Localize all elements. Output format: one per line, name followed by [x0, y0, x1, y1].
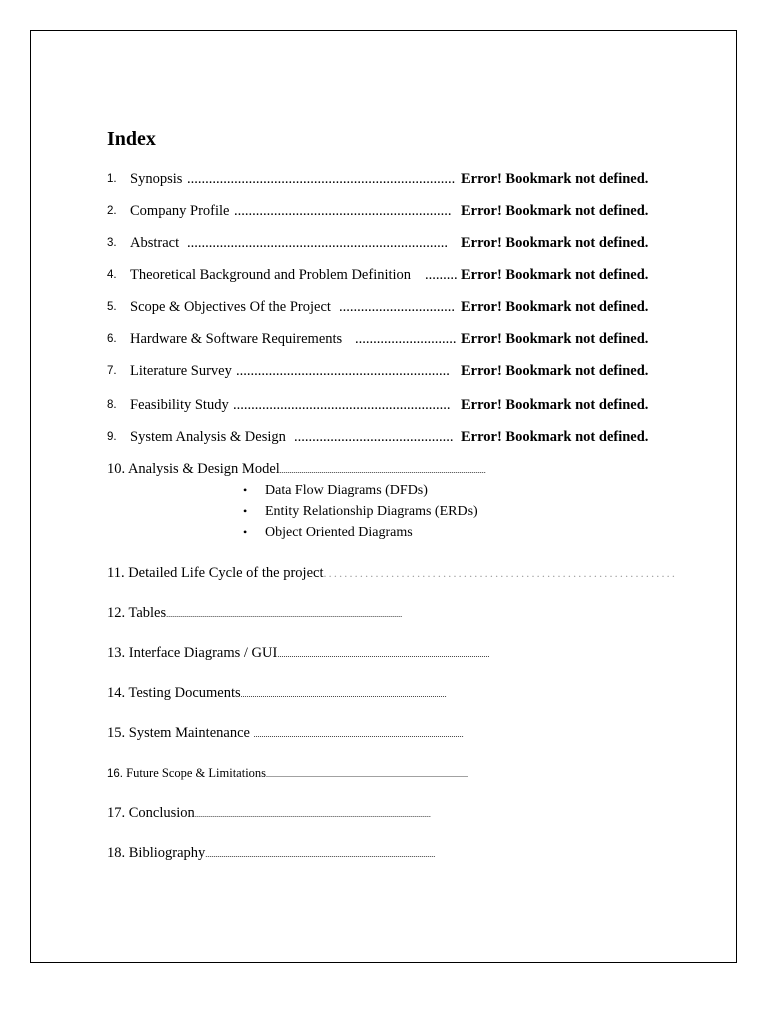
toc-number: 4.	[107, 269, 117, 281]
toc-title: Synopsis	[130, 171, 183, 187]
toc-leader: .....................................................................................................	[266, 770, 469, 779]
toc-row	[107, 265, 667, 285]
toc-leader: ............................................................	[233, 397, 451, 413]
toc-title: 11. Detailed Life Cycle of the project	[107, 565, 324, 581]
bullet-icon: •	[243, 525, 248, 539]
bullet-icon: •	[243, 483, 248, 497]
toc-title: Abstract	[130, 235, 180, 251]
toc-title: 13. Interface Diagrams / GUI	[107, 645, 278, 661]
toc-leader: ................................	[339, 299, 455, 315]
toc-error: Error! Bookmark not defined.	[461, 171, 649, 187]
toc-row	[107, 233, 667, 253]
list-item	[243, 480, 478, 501]
toc-leader: ........................................................................	[187, 235, 448, 251]
toc-row-analysis-design-model	[107, 459, 486, 479]
toc-error: Error! Bookmark not defined.	[461, 331, 649, 347]
toc-row-bibliography	[107, 843, 435, 863]
toc-leader: .......................................................................................................	[240, 690, 447, 699]
list-item	[243, 522, 478, 543]
toc-number: 7.	[107, 365, 117, 377]
toc-error: Error! Bookmark not defined.	[461, 203, 649, 219]
toc-title: 14. Testing Documents	[107, 685, 241, 701]
toc-title: Scope & Objectives Of the Project	[130, 299, 331, 315]
toc-row	[107, 427, 667, 447]
toc-leader: ............................................................	[234, 203, 452, 219]
toc-leader: ......................................................................................................................	[166, 610, 403, 619]
toc-title: Future Scope & Limitations	[123, 766, 267, 780]
toc-row-future-scope	[107, 763, 468, 783]
toc-leader: .......................................................................................................	[279, 466, 486, 475]
toc-title: Theoretical Background and Problem Definition	[130, 267, 412, 283]
toc-error: Error! Bookmark not defined.	[461, 267, 649, 283]
toc-row	[107, 201, 667, 221]
toc-number: 8.	[107, 399, 117, 411]
toc-title: Company Profile	[130, 203, 230, 219]
toc-row	[107, 395, 667, 415]
toc-leader: ....................................................................	[323, 566, 678, 580]
toc-title: Hardware & Software Requirements	[130, 331, 343, 347]
toc-leader: ...........................................................	[236, 363, 450, 379]
toc-number: 2.	[107, 205, 117, 217]
toc-leader: ............................	[355, 331, 457, 347]
toc-title: Literature Survey	[130, 363, 232, 379]
toc-leader: ..........................................................................	[187, 171, 456, 187]
toc-row-testing-documents	[107, 683, 447, 703]
toc-title: 10. Analysis & Design Model	[107, 461, 280, 477]
index-heading: Index	[107, 128, 156, 150]
toc-row	[107, 297, 667, 317]
toc-number: 5.	[107, 301, 117, 313]
toc-number: 16.	[107, 768, 123, 780]
sub-item-label: Entity Relationship Diagrams (ERDs)	[265, 504, 478, 519]
toc-number: 1.	[107, 173, 117, 185]
toc-row-life-cycle	[107, 563, 677, 583]
toc-leader: ............................................	[294, 429, 454, 445]
toc-number: 9.	[107, 431, 117, 443]
sub-item-label: Object Oriented Diagrams	[265, 525, 413, 540]
toc-leader: .........	[425, 267, 458, 283]
toc-error: Error! Bookmark not defined.	[461, 397, 649, 413]
toc-row-tables	[107, 603, 402, 623]
toc-error: Error! Bookmark not defined.	[461, 363, 649, 379]
toc-row-conclusion	[107, 803, 431, 823]
toc-title: 12. Tables	[107, 605, 167, 621]
toc-leader: .........................................................................................................	[253, 730, 464, 739]
sub-item-list	[243, 480, 478, 543]
toc-row-system-maintenance	[107, 723, 464, 743]
toc-error: Error! Bookmark not defined.	[461, 235, 649, 251]
toc-leader: ..........................................................................................................	[277, 650, 490, 659]
toc-row	[107, 169, 667, 189]
toc-title: 17. Conclusion	[107, 805, 195, 821]
sub-item-label: Data Flow Diagrams (DFDs)	[265, 483, 428, 498]
bullet-icon: •	[243, 504, 248, 518]
toc-leader: ......................................................................................................................	[194, 810, 431, 819]
toc-title: 15. System Maintenance	[107, 725, 254, 741]
toc-row	[107, 361, 667, 381]
toc-title: System Analysis & Design	[130, 429, 286, 445]
toc-leader: ...................................................................................................................	[205, 850, 436, 859]
toc-error: Error! Bookmark not defined.	[461, 429, 649, 445]
toc-number: 3.	[107, 237, 117, 249]
toc-title: 18. Bibliography	[107, 845, 206, 861]
toc-number: 6.	[107, 333, 117, 345]
toc-row	[107, 329, 667, 349]
list-item	[243, 501, 478, 522]
toc-error: Error! Bookmark not defined.	[461, 299, 649, 315]
toc-row-interface-diagrams	[107, 643, 489, 663]
toc-title: Feasibility Study	[130, 397, 229, 413]
